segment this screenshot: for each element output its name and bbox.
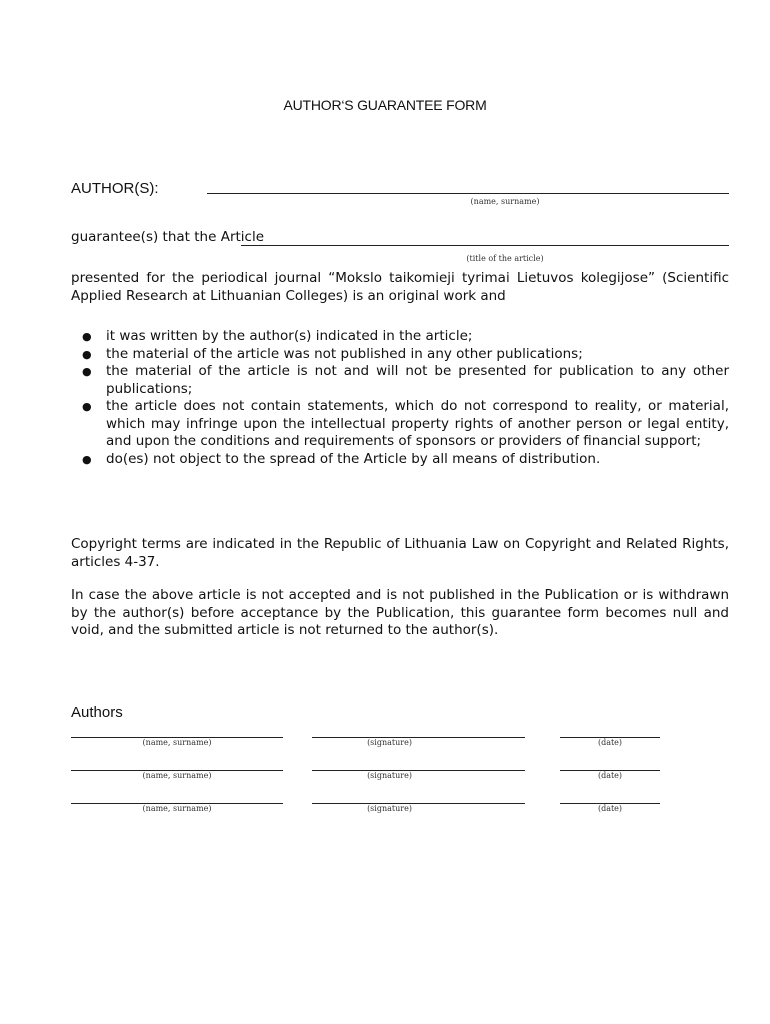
list-item-text: the article does not contain statements, which do not correspond to reality, or material, which may infringe upon the intellectual property rights of another person or legal entity, and upon the conditions and requirements of sponsors or providers of financial support; bbox=[106, 398, 729, 449]
author-name-caption: (name, surname) bbox=[470, 197, 540, 206]
form-title: AUTHOR‘S GUARANTEE FORM bbox=[283, 97, 487, 113]
bullet-icon: ● bbox=[82, 400, 92, 413]
bullet-icon: ● bbox=[82, 452, 92, 466]
list-item bbox=[71, 363, 729, 398]
article-title-line[interactable] bbox=[241, 245, 729, 246]
list-item-text: the material of the article is not and will not be presented for publication to any other publications; bbox=[106, 363, 729, 397]
name-caption: (name, surname) bbox=[142, 804, 212, 813]
signature-caption: (signature) bbox=[367, 738, 412, 747]
guarantee-text bbox=[71, 229, 264, 247]
list-item bbox=[71, 346, 729, 364]
guarantee-prefix: guarantee(s) that the bbox=[71, 229, 217, 245]
name-caption: (name, surname) bbox=[142, 738, 212, 747]
authors-heading: Authors bbox=[71, 704, 123, 721]
date-caption: (date) bbox=[597, 738, 623, 747]
article-word: Article bbox=[220, 229, 265, 245]
list-item bbox=[71, 398, 729, 451]
date-caption: (date) bbox=[597, 771, 623, 780]
guarantee-list bbox=[71, 328, 729, 468]
name-caption: (name, surname) bbox=[142, 771, 212, 780]
list-item bbox=[71, 451, 729, 469]
signature-row bbox=[0, 792, 770, 812]
bullet-icon: ● bbox=[82, 365, 92, 378]
intro-paragraph: presented for the periodical journal “Mokslo taikomieji tyrimai Lietuvos kolegijose” (Scientific Applied Research at Lithuanian Colleges) is an original work and bbox=[71, 270, 729, 304]
article-title-caption: (title of the article) bbox=[466, 254, 544, 263]
authors-label: AUTHOR(S): bbox=[71, 180, 159, 197]
signature-row bbox=[0, 759, 770, 779]
list-item-text: do(es) not object to the spread of the Article by all means of distribution. bbox=[106, 450, 601, 467]
signature-row bbox=[0, 726, 770, 746]
date-caption: (date) bbox=[597, 804, 623, 813]
signature-caption: (signature) bbox=[367, 771, 412, 780]
bullet-icon: ● bbox=[82, 330, 92, 343]
list-item-text: it was written by the author(s) indicated in the article; bbox=[106, 328, 473, 344]
list-item bbox=[71, 328, 729, 346]
null-void-paragraph: In case the above article is not accepted and is not published in the Publication or is withdrawn by the author(s) before acceptance by the Publication, this guarantee form becomes null and void, and the submitted article is not returned to the author(s). bbox=[71, 587, 729, 638]
author-name-line[interactable] bbox=[207, 193, 729, 194]
copyright-paragraph: Copyright terms are indicated in the Republic of Lithuania Law on Copyright and Related Rights, articles 4-37. bbox=[71, 536, 729, 570]
list-item-text: the material of the article was not published in any other publications; bbox=[106, 345, 583, 362]
signature-caption: (signature) bbox=[367, 804, 412, 813]
bullet-icon: ● bbox=[82, 347, 92, 361]
